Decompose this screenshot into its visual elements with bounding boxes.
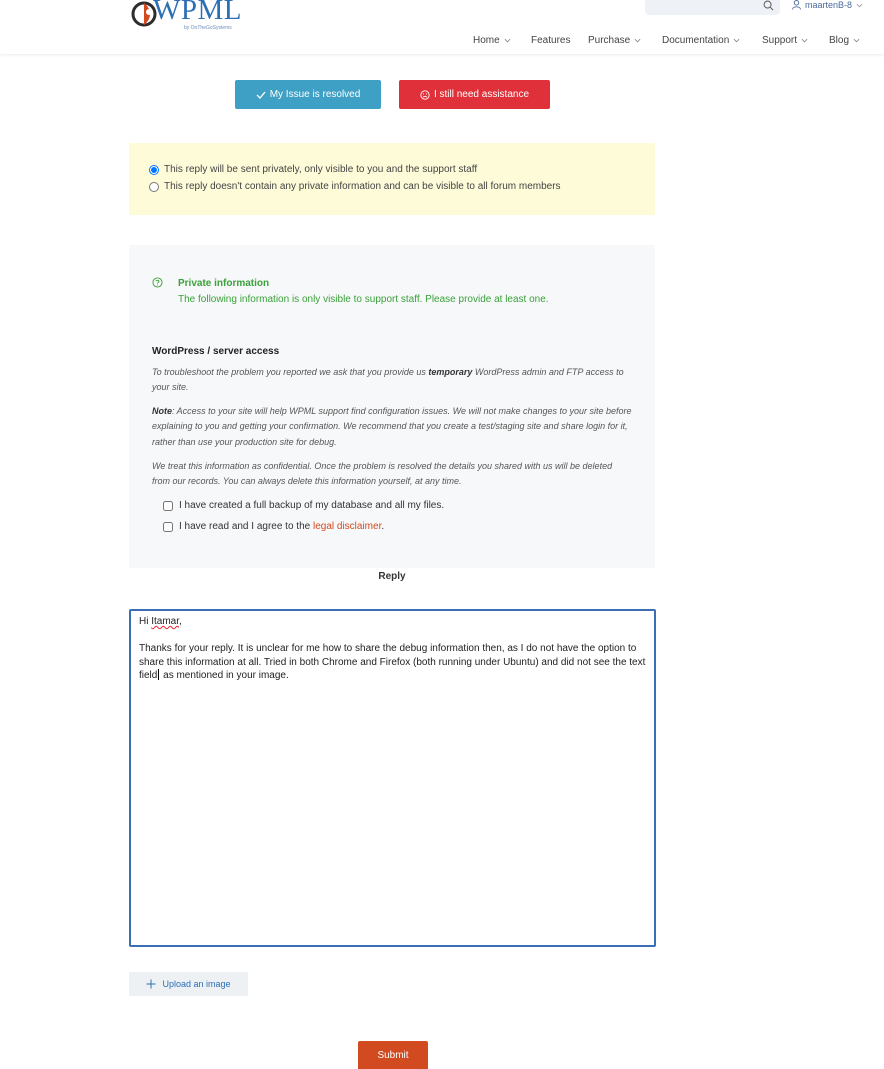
- search-input[interactable]: [645, 0, 755, 15]
- public-reply-radio[interactable]: [149, 182, 159, 192]
- reply-heading: Reply: [378, 571, 406, 582]
- chevron-down-icon: [733, 38, 740, 43]
- private-info-panel: [129, 245, 655, 568]
- nav-item-features[interactable]: [531, 35, 570, 46]
- nav-label: Purchase: [588, 35, 631, 46]
- private-reply-label: This reply will be sent privately, only visible to you and the support staff: [164, 164, 478, 175]
- search-box: [645, 0, 780, 15]
- disclaimer-agree-option[interactable]: [163, 521, 384, 532]
- nav-item-home[interactable]: [473, 35, 511, 46]
- nav-label: Documentation: [662, 35, 730, 46]
- legal-disclaimer-link[interactable]: legal disclaimer: [312, 521, 382, 532]
- upload-image-button[interactable]: [129, 972, 248, 996]
- private-reply-option[interactable]: [149, 164, 477, 175]
- note-paragraph: Note: Access to your site will help WPML support find configuration issues. We will not make changes to your site before explaining to you and getting your confirmation. We recommend that you create a test/staging site and share login for it, rather than use your production site for debug.: [152, 406, 632, 447]
- sad-face-icon: [420, 90, 430, 100]
- issue-resolved-button[interactable]: [235, 80, 381, 109]
- private-reply-radio[interactable]: [149, 165, 159, 175]
- nav-label: Blog: [829, 35, 850, 46]
- user-icon: [792, 0, 801, 10]
- nav-label: Features: [531, 35, 571, 46]
- wpml-logo[interactable]: [129, 0, 245, 34]
- confidential-paragraph: We treat this information as confidential. Once the problem is resolved the details you shared with us will be deleted from our records. You can always delete this information yourself, at any time.: [152, 461, 613, 487]
- chevron-down-icon: [504, 38, 511, 43]
- backup-label: I have created a full backup of my database and all my files.: [179, 500, 445, 511]
- chevron-down-icon: [853, 38, 860, 43]
- private-info-subtitle: The following information is only visible to support staff. Please provide at least one.: [178, 294, 549, 305]
- nav-item-blog[interactable]: [829, 35, 860, 46]
- logo-text: WPML: [153, 0, 242, 26]
- backup-checkbox[interactable]: [163, 501, 173, 511]
- submit-button[interactable]: Submit: [358, 1041, 428, 1069]
- backup-confirm-option[interactable]: [163, 500, 444, 511]
- public-reply-option[interactable]: [149, 181, 561, 192]
- need-assistance-button[interactable]: [399, 80, 550, 109]
- disclaimer-label: I have read and I agree to the legal disclaimer.: [179, 521, 385, 532]
- issue-resolved-label: My Issue is resolved: [269, 89, 361, 100]
- plus-icon: [146, 979, 156, 989]
- private-info-title: Private information: [178, 278, 270, 289]
- checkmark-icon: [256, 91, 266, 99]
- nav-item-purchase[interactable]: [588, 35, 641, 46]
- search-icon[interactable]: [763, 0, 774, 11]
- server-access-title: WordPress / server access: [152, 346, 280, 357]
- privacy-options-panel: [129, 143, 655, 215]
- chevron-down-icon: [801, 38, 808, 43]
- chevron-down-icon: [634, 38, 641, 43]
- troubleshoot-paragraph: To troubleshoot the problem you reported we ask that you provide us temporary WordPress admin and FTP access to your site.: [152, 367, 624, 393]
- need-assistance-label: I still need assistance: [433, 89, 530, 100]
- nav-item-documentation[interactable]: [662, 35, 740, 46]
- site-header: [0, 0, 884, 54]
- upload-image-label: Upload an image: [162, 979, 231, 989]
- nav-label: Support: [762, 35, 798, 46]
- logo-by-text: by OnTheGoSystems: [184, 25, 232, 31]
- public-reply-label: This reply doesn't contain any private information and can be visible to all forum members: [164, 181, 561, 192]
- question-circle-icon: [152, 277, 163, 288]
- user-name: maartenB-8: [805, 0, 853, 10]
- misspelled-word: Itamar: [151, 616, 180, 627]
- disclaimer-checkbox[interactable]: [163, 522, 173, 532]
- nav-item-support[interactable]: [762, 35, 808, 46]
- chevron-down-icon: [856, 3, 863, 8]
- reply-textarea[interactable]: Hi Itamar, Thanks for your reply. It is unclear for me how to share the debug information then, as I do not have the option to share this information at all. Tried in both Chrome and Firefox (both running under Ubuntu) and did not see the text field as mentioned in your image.: [129, 609, 656, 947]
- user-menu[interactable]: [792, 0, 863, 10]
- nav-label: Home: [473, 35, 500, 46]
